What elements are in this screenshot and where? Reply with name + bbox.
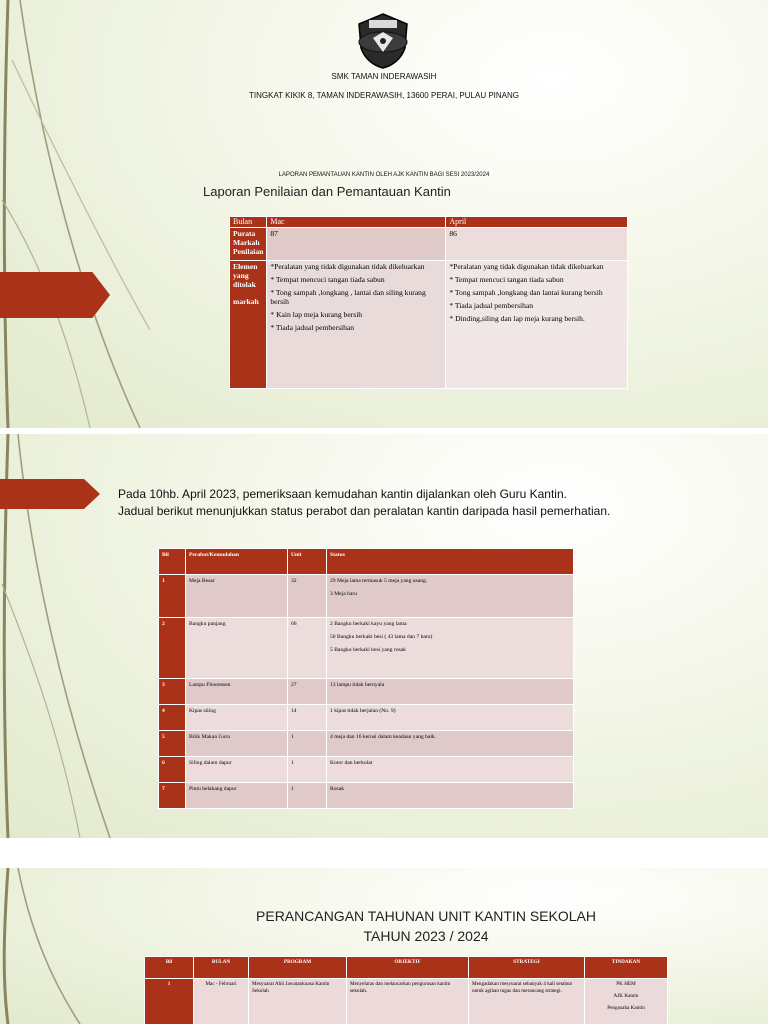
item-unit: 66 — [288, 618, 327, 679]
plan-program: Mesyuarat Ahli Jawatankuasa Kantin Sekolah — [249, 979, 347, 1024]
status-line: 29 Meja lama termasuk 5 meja yang usang. — [330, 578, 428, 584]
header-cell: OBJEKTIF — [347, 957, 469, 979]
list-item: * Tong sampah ,longkang dan lantai kurang bersih — [449, 287, 603, 297]
list-item: * Tong sampah ,longkang , lantai dan siling kurang bersih — [270, 287, 426, 306]
deduct-label-line: Elemen yang ditolak — [233, 261, 258, 289]
school-address: TINGKAT KIKIK 8, TAMAN INDERAWASIH, 13600 PERAI, PULAU PINANG — [249, 91, 519, 100]
score-mac: 87 — [267, 227, 446, 260]
item-status: Kotor dan berkulat — [327, 757, 574, 783]
row-number: 5 — [159, 731, 186, 757]
action-line: PK HEM — [616, 981, 636, 987]
item-name: Kipas siling — [186, 705, 288, 731]
row-number: 2 — [159, 618, 186, 679]
plan-year: TAHUN 2023 / 2024 — [363, 928, 489, 944]
april-deductions — [446, 260, 628, 388]
assessment-table — [229, 216, 628, 389]
school-name: SMK TAMAN INDERAWASIH — [331, 72, 437, 81]
item-status: 1 kipas tidak berjalan (No. 9) — [327, 705, 574, 731]
action-line: Pengusaha Kantin — [607, 1004, 645, 1011]
item-unit: 1 — [288, 757, 327, 783]
plan-title: PERANCANGAN TAHUNAN UNIT KANTIN SEKOLAH — [256, 908, 596, 924]
list-item: * Tiada jadual pembersihan — [449, 300, 534, 310]
deduct-label-line: markah — [233, 296, 259, 306]
list-item: * Tempat mencuci tangan tiada sabun — [449, 274, 564, 284]
accent-arrow-tab — [0, 479, 100, 509]
intro-line: Jadual berikut menunjukkan status perabot dan peralatan kantin daripada hasil pemerhatian. — [118, 504, 611, 518]
decorative-vines — [0, 0, 150, 428]
row-number: 1 — [159, 575, 186, 618]
header-cell: TINDAKAN — [585, 957, 668, 979]
list-item: * Kain lap meja kurang bersih — [270, 310, 363, 320]
list-item: *Peralatan yang tidak digunakan tidak dikeluarkan — [270, 261, 425, 271]
item-unit: 1 — [288, 731, 327, 757]
header-cell: Perabot/Kemudahan — [186, 549, 288, 575]
slide-1 — [0, 0, 768, 428]
header-cell: April — [446, 217, 628, 228]
header-cell: BULAN — [194, 957, 249, 979]
table-row — [230, 227, 628, 260]
row-number: 6 — [159, 757, 186, 783]
report-subtitle: LAPORAN PEMANTAUAN KANTIN OLEH AJK KANTIN BAGI SESI 2023/2024 — [278, 172, 490, 178]
row-number: 1 — [145, 979, 194, 1024]
deduct-label — [230, 260, 267, 388]
plan-action — [585, 979, 668, 1024]
item-status: 13 lampu tidak bernyala — [327, 679, 574, 705]
list-item: * Tiada jadual pembersihan — [270, 323, 355, 333]
header-cell: Mac — [267, 217, 446, 228]
item-name: Bangku panjang — [186, 618, 288, 679]
header-cell: Unit — [288, 549, 327, 575]
item-status — [327, 575, 574, 618]
table-row — [159, 618, 574, 679]
header-cell: Status — [327, 549, 574, 575]
item-name: Bilik Makan Guru — [186, 731, 288, 757]
status-line: 2 Bangku berkaki kayu yang lama — [330, 621, 407, 627]
header-cell: PROGRAM — [249, 957, 347, 979]
item-unit: 32 — [288, 575, 327, 618]
status-line: 50 Bangku berkaki besi ( 43 lama dan 7 baru) — [330, 633, 433, 640]
table-row — [159, 575, 574, 618]
item-status: 4 meja dan 16 kerusi dalam keadaan yang baik. — [327, 731, 574, 757]
score-label: Purata Markah Penilaian — [230, 227, 267, 260]
table-header-row — [230, 217, 628, 228]
plan-objective: Menyelaras dan melancarkan pengurusan kantin sekolah. — [347, 979, 469, 1024]
item-name: Meja Besar — [186, 575, 288, 618]
intro-text — [118, 486, 610, 520]
item-status: Rosak — [327, 783, 574, 809]
score-april: 86 — [446, 227, 628, 260]
list-item: *Peralatan yang tidak digunakan tidak dikeluarkan — [449, 261, 604, 271]
row-number: 3 — [159, 679, 186, 705]
table-row — [159, 705, 574, 731]
item-name: Pintu belakang dapur — [186, 783, 288, 809]
row-number: 4 — [159, 705, 186, 731]
table-row — [159, 783, 574, 809]
slide-3 — [0, 868, 768, 1024]
table-row — [145, 979, 668, 1024]
header-cell: Bil — [145, 957, 194, 979]
header-cell: Bulan — [230, 217, 267, 228]
table-header-row — [159, 549, 574, 575]
status-line: 5 Bangku berkaki besi yang rosak — [330, 646, 406, 653]
list-item: * Tempat mencuci tangan tiada sabun — [270, 274, 385, 284]
annual-plan-table — [144, 956, 668, 1024]
row-number: 7 — [159, 783, 186, 809]
action-line: AJK Kantin — [613, 992, 639, 999]
intro-line: Pada 10hb. April 2023, pemeriksaan kemudahan kantin dijalankan oleh Guru Kantin. — [118, 487, 567, 501]
list-item: * Dinding,siling dan lap meja kurang bersih. — [449, 314, 585, 324]
item-name: Lampu Flouressen — [186, 679, 288, 705]
item-unit: 1 — [288, 783, 327, 809]
furniture-status-table — [158, 548, 574, 809]
school-crest-logo — [355, 12, 411, 70]
item-unit: 27 — [288, 679, 327, 705]
plan-strategy: Mengadakan mesyuarat sebanyak 4 kali setahun untuk agihan tugas dan merancang strategi. — [469, 979, 585, 1024]
plan-month: Mac - Februari — [194, 979, 249, 1024]
item-name: Siling dalam dapur — [186, 757, 288, 783]
item-unit: 14 — [288, 705, 327, 731]
mac-deductions — [267, 260, 446, 388]
accent-arrow-tab — [0, 272, 110, 318]
report-title: Laporan Penilaian dan Pemantauan Kantin — [203, 184, 451, 199]
slide-2 — [0, 434, 768, 838]
table-row — [159, 679, 574, 705]
header-cell: STRATEGI — [469, 957, 585, 979]
item-status — [327, 618, 574, 679]
table-row — [230, 260, 628, 388]
table-header-row — [145, 957, 668, 979]
decorative-vines — [0, 868, 150, 1024]
header-cell: Bil — [159, 549, 186, 575]
table-row — [159, 731, 574, 757]
status-line: 3 Meja baru — [330, 590, 358, 597]
table-row — [159, 757, 574, 783]
